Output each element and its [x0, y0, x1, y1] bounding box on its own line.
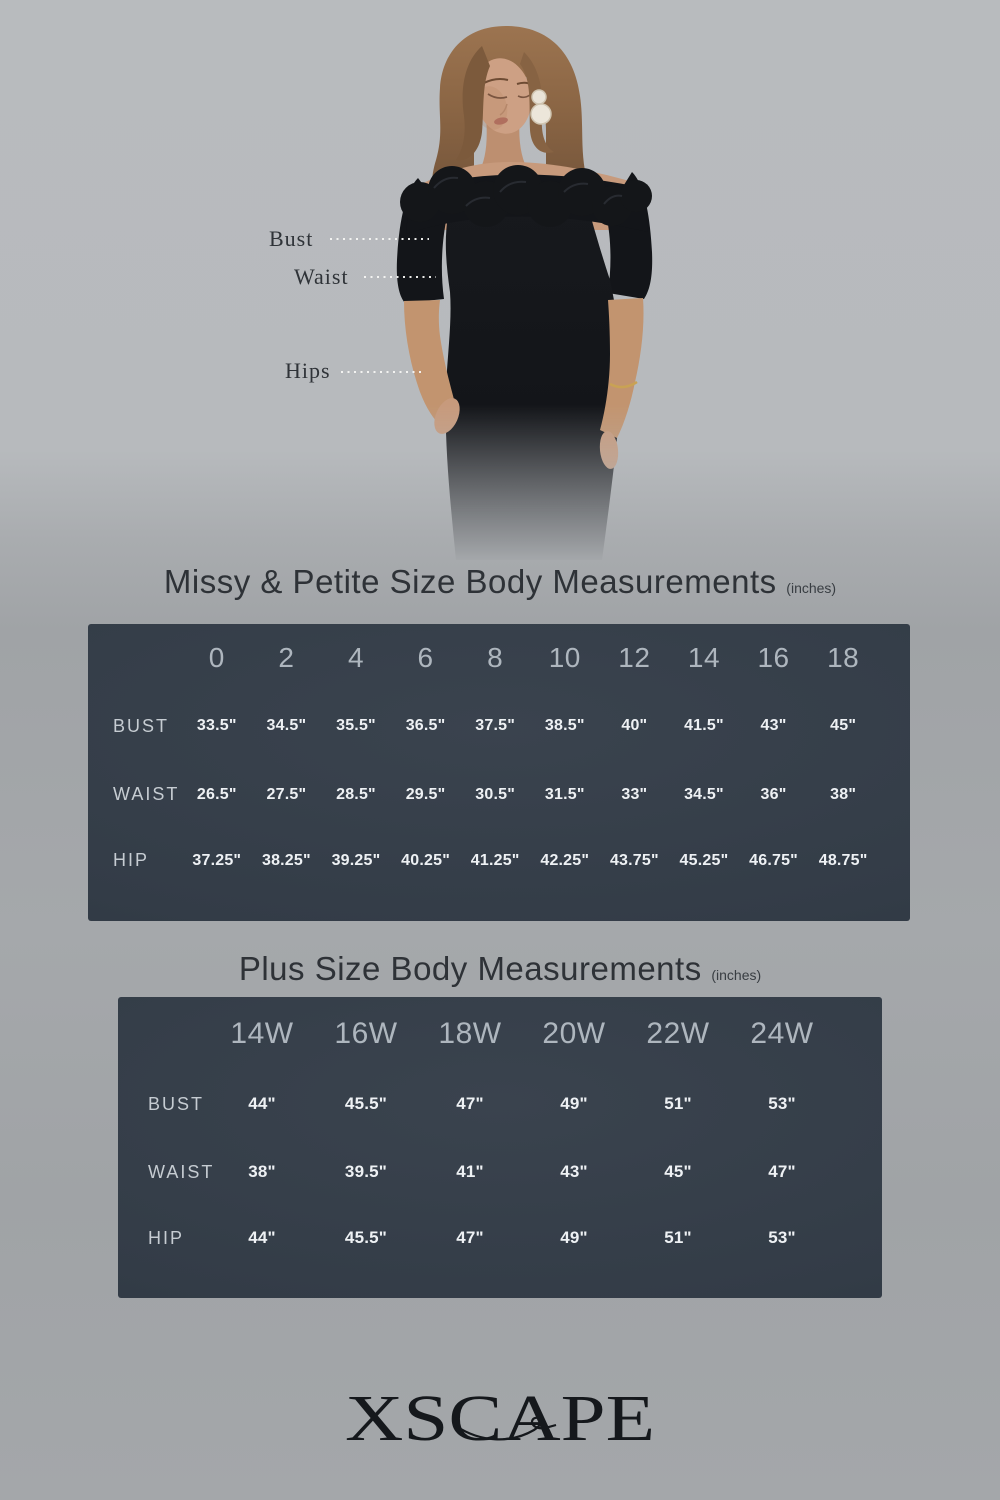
measurement-value: 39.25" — [331, 851, 381, 869]
size-column-header: 16W — [334, 1017, 398, 1050]
earring-drop — [531, 104, 551, 124]
measurement-value: 27.5" — [266, 785, 307, 803]
measurement-value: 43.75" — [609, 851, 659, 869]
measurement-value: 35.5" — [336, 717, 376, 734]
size-column-header: 16 — [757, 642, 790, 673]
waist-dotted-line — [364, 276, 436, 278]
size-column-header: 0 — [208, 642, 225, 673]
model-photo-area — [0, 0, 1000, 570]
measurement-value: 36.5" — [405, 717, 446, 734]
measurement-value: 26.5" — [196, 785, 237, 803]
measurement-value: 33.5" — [196, 717, 237, 734]
size-column-header: 18 — [827, 642, 860, 673]
measurement-value: 30.5" — [475, 785, 516, 803]
size-column-header: 2 — [278, 642, 295, 673]
measurement-row-label: BUST — [113, 715, 170, 736]
brand-logo-text: XSCAPE — [345, 1382, 655, 1454]
size-column-header: 18W — [438, 1017, 502, 1050]
plus-size-table — [118, 997, 882, 1298]
size-column-header: 4 — [347, 642, 365, 673]
measurement-value: 49" — [560, 1228, 588, 1247]
measurement-value: 33" — [621, 785, 648, 803]
measurement-value: 39.5" — [344, 1162, 388, 1181]
measurement-value: 41" — [456, 1162, 484, 1181]
measurement-value: 47" — [456, 1228, 484, 1247]
measurement-value: 45.25" — [679, 851, 729, 869]
measurement-value: 38" — [248, 1162, 276, 1181]
brand-logo — [338, 1378, 662, 1454]
bust-label: Bust — [269, 226, 314, 251]
measurement-value: 43" — [760, 717, 787, 734]
dress-body — [446, 206, 623, 560]
measurement-value: 44" — [248, 1228, 276, 1247]
measurement-value: 34.5" — [684, 785, 724, 803]
measurement-value: 46.75" — [749, 851, 798, 869]
waist-label: Waist — [294, 264, 349, 289]
measurement-value: 41.25" — [470, 851, 520, 869]
measurement-value: 47" — [456, 1094, 484, 1113]
plus-title-text: Plus Size Body Measurements — [238, 950, 702, 987]
measurement-value: 38.25" — [261, 851, 311, 869]
measurement-value: 36" — [760, 785, 787, 803]
size-column-header: 14W — [230, 1017, 294, 1050]
model-illustration — [360, 20, 660, 565]
measurement-value: 48.75" — [818, 851, 868, 869]
hips-dotted-line — [341, 371, 421, 373]
measurement-row-label: BUST — [148, 1093, 205, 1114]
measurement-value: 37.25" — [192, 851, 242, 869]
size-column-header: 10 — [548, 642, 581, 673]
size-column-header: 8 — [487, 642, 504, 673]
size-column-header: 24W — [750, 1017, 814, 1050]
bust-dotted-line — [330, 238, 429, 240]
size-column-header: 14 — [687, 642, 721, 673]
hips-label: Hips — [285, 358, 331, 383]
measurement-value: 53" — [768, 1094, 796, 1113]
measurement-value: 43" — [560, 1162, 588, 1181]
measurement-value: 47" — [768, 1162, 796, 1181]
measurement-value: 51" — [664, 1228, 692, 1247]
measurement-value: 53" — [768, 1228, 796, 1247]
measurement-value: 28.5" — [336, 785, 376, 803]
measurement-value: 45" — [830, 717, 857, 734]
measurement-row-label: HIP — [113, 850, 150, 870]
size-column-header: 22W — [646, 1017, 710, 1050]
measurement-value: 37.5" — [475, 717, 516, 734]
table-corner-cell — [88, 624, 182, 692]
measurement-value: 45.5" — [344, 1228, 388, 1247]
measurement-value: 40.25" — [401, 851, 450, 869]
missy-unit-note: (inches) — [786, 580, 837, 596]
missy-size-table — [88, 624, 910, 921]
measurement-value: 51" — [664, 1094, 692, 1113]
measurement-value: 29.5" — [405, 785, 446, 803]
measurement-row-label: HIP — [148, 1227, 185, 1248]
size-column-header: 6 — [417, 642, 434, 673]
table-corner-cell — [118, 997, 210, 1071]
size-column-header: 12 — [618, 642, 651, 673]
measurement-value: 42.25" — [540, 851, 590, 869]
measurement-value: 31.5" — [544, 785, 585, 803]
plus-unit-note: (inches) — [711, 967, 762, 983]
measurement-value: 45" — [664, 1162, 692, 1181]
measurement-value: 44" — [248, 1094, 276, 1113]
size-column-header: 20W — [542, 1017, 606, 1050]
measurement-value: 38" — [830, 785, 857, 803]
measurement-value: 38.5" — [544, 717, 585, 734]
missy-title-text: Missy & Petite Size Body Measurements — [163, 563, 777, 600]
plus-table-title — [0, 949, 1000, 995]
measurement-row-label: WAIST — [148, 1161, 215, 1182]
missy-table-title — [0, 562, 1000, 608]
measurement-row-label: WAIST — [113, 784, 180, 804]
measurement-value: 45.5" — [344, 1094, 388, 1113]
measurement-value: 41.5" — [684, 717, 724, 734]
measurement-value: 49" — [560, 1094, 588, 1113]
measurement-value: 40" — [621, 717, 648, 734]
measurement-value: 34.5" — [266, 717, 307, 734]
earring-top — [532, 90, 546, 104]
